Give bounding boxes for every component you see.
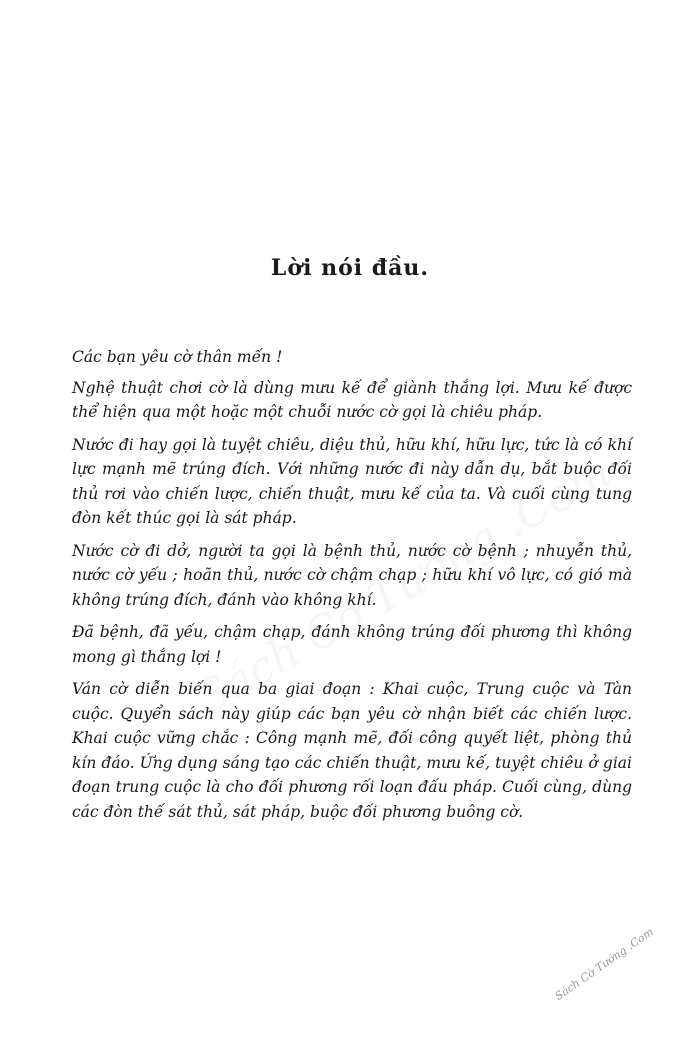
paragraph-greeting: Các bạn yêu cờ thân mến !: [72, 348, 283, 366]
page-title: Lời nói đầu.: [270, 254, 430, 281]
paragraph-no-victory: Đã bệnh, đã yếu, chậm chạp, đánh không trúng đối phương thì không mong gì thắng lợi !: [72, 623, 632, 666]
paragraph-three-stages: Ván cờ diễn biến qua ba giai đoạn : Khai cuộc, Trung cuộc và Tàn cuộc. Quyển sách này giúp các bạn yêu cờ nhận biết các chiến lược. Khai cuộc vững chắc : Công mạnh mẽ, đối công quyết liệt, phòng thủ kín đáo. Ứng dụng sáng tạo các chiến thuật, mưu kế, tuyệt chiêu ở giai đoạn trung cuộc là cho đối phương rối loạn đấu pháp. Cuối cùng, dùng các đòn thế sát thủ, sát pháp, buộc đối phương buông cờ.: [72, 680, 632, 821]
paragraph-bad-moves: Nước cờ đi dở, người ta gọi là bệnh thủ, nước cờ bệnh ; nhuyễn thủ, nước cờ yếu ; hoãn thủ, nước cờ chậm chạp ; hữu khí vô lực, có gió mà không trúng đích, đánh vào không khí.: [72, 541, 632, 609]
paragraph-art-of-chess: Nghệ thuật chơi cờ là dùng mưu kế để giành thắng lợi. Mưu kế được thể hiện qua một hoặc một chuỗi nước cờ gọi là chiêu pháp.: [72, 378, 632, 421]
paragraph-good-moves: Nước đi hay gọi là tuyệt chiêu, diệu thủ, hữu khí, hữu lực, tức là có khí lực mạnh mẽ trúng đích. Với những nước đi này dẫn dụ, bắt buộc đối thủ rơi vào chiến lược, chiến thuật, mưu kế của ta. Và cuối cùng tung đòn kết thúc gọi là sát pháp.: [72, 435, 632, 527]
corner-watermark: Sách Cờ Tướng .Com: [552, 925, 656, 1003]
preface-body: [72, 345, 632, 832]
